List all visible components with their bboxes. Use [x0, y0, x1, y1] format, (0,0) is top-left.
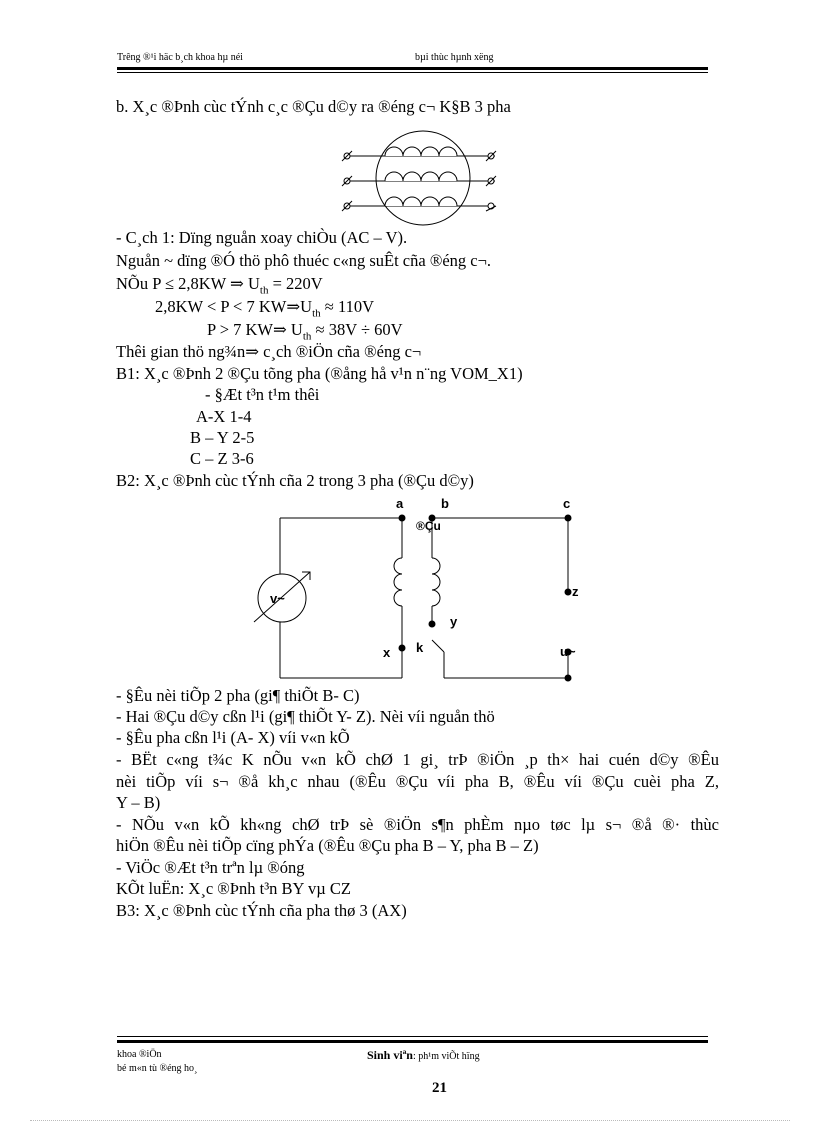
label-u: u~ [560, 644, 576, 659]
label-v: v~ [270, 591, 285, 606]
text-line-19: - NÕu v«n kÕ kh«ng chØ trÞ sè ®iÖn s¶n phÈm nµo tøc lµ s¬ ®å ®· thùc [116, 815, 719, 834]
text-line-9: A-X 1-4 [196, 407, 252, 426]
motor-coil-1 [385, 147, 457, 156]
label-z: z [572, 584, 579, 599]
label-k: k [416, 640, 424, 655]
label-dau: ®Çu [416, 519, 441, 533]
text-line-7: B1: X¸c ®Þnh 2 ®Çu tõng pha (®ång hå v¹n n¨ng VOM_X1) [116, 364, 523, 383]
header-left: Trêng ®¹i häc b¸ch khoa hµ néi [117, 52, 243, 63]
text-line-23: B3: X¸c ®Þnh cùc tÝnh cña pha thø 3 (AX) [116, 901, 407, 920]
text-line-22: KÕt luËn: X¸c ®Þnh t³n BY vµ CZ [116, 879, 351, 898]
text-line-4: 2,8KW < P < 7 $KW\Rightarrow U_{th} \approx 110V$ [155, 297, 375, 320]
header-right: bµi thùc hµnh xëng [415, 52, 494, 63]
switch-k [432, 640, 444, 652]
footer-rule-thick [117, 1040, 708, 1043]
label-y: y [450, 614, 458, 629]
text-line-17: nèi tiÕp víi s¬ ®å kh¸c nhau (®Êu ®Çu víi pha B, ®Êu víi ®Çu cuèi pha Z, [116, 772, 719, 791]
text-line-20: hiÖn ®Êu nèi tiÕp cïng phÝa (®Êu ®Çu pha B – Y, pha B – Z) [116, 836, 539, 855]
text-line-21: - ViÖc ®Æt t³n trªn lµ ®óng [116, 858, 305, 877]
coil-by [432, 558, 440, 606]
text-line-16: - BËt c«ng t¾c K nÕu v«n kÕ chØ 1 gi¸ trÞ ®iÖn ¸p th× hai cuén d©y ®Êu [116, 750, 719, 769]
text-line-11: C – Z 3-6 [190, 449, 254, 468]
page-number: 21 [432, 1080, 447, 1096]
text-line-12: B2: X¸c ®Þnh cùc tÝnh cña 2 trong 3 pha (®Çu d©y) [116, 471, 474, 490]
text-line-2: Nguån ~ dïng ®Ó thö phô thuéc c«ng suÊt cña ®éng c¬. [116, 251, 492, 270]
motor-winding-diagram [335, 130, 505, 230]
text-line-8: - §Æt t³n t¹m thêi [205, 385, 320, 404]
circuit-diagram [230, 492, 600, 687]
page-edge [30, 1120, 790, 1121]
text-line-5: P > 7 KW⇒ $U_{th} \approx 38V \div 60V$ [207, 320, 403, 343]
footer-dept: khoa ®iÖn [117, 1049, 162, 1060]
text-line-3: NÕu P ≤ 2,8KW ⇒ $U_{th} = 220V$ [116, 274, 323, 297]
text-line-10: B – Y 2-5 [190, 428, 255, 447]
text-line-1: - C¸ch 1: Dïng nguån xoay chiÒu (AC – V). [116, 228, 408, 247]
label-x: x [383, 645, 391, 660]
label-c: c [563, 496, 571, 511]
section-title: b. X¸c ®Þnh cùc tÝnh c¸c ®Çu d©y ra ®éng c¬ K§B 3 pha [116, 97, 511, 116]
header-rule-thick [117, 67, 708, 70]
motor-coil-3 [385, 197, 457, 206]
coil-ax [394, 558, 402, 606]
text-line-13: - §Êu nèi tiÕp 2 pha (gi¶ thiÕt B- C) [116, 686, 360, 705]
motor-coil-2 [385, 172, 457, 181]
text-line-6: Thêi gian thö ng¾n⇒ c¸ch ®iÖn cña ®éng c¬ [116, 342, 422, 361]
text-line-15: - §Êu pha cßn l¹i (A- X) víi v«n kÕ [116, 728, 350, 747]
footer-student: Sinh viªn: ph¹m viÕt hïng [367, 1048, 480, 1062]
text-line-14: - Hai ®Çu d©y cßn l¹i (gi¶ thiÕt Y- Z). Nèi víi nguån thö [116, 707, 495, 726]
label-a: a [396, 496, 404, 511]
header-rule-thin [117, 72, 708, 73]
label-b: b [441, 496, 449, 511]
footer-subdept: bé m«n tù ®éng ho¸ [117, 1063, 198, 1074]
text-line-18: Y – B) [116, 793, 161, 812]
footer-rule-thin [117, 1036, 708, 1037]
